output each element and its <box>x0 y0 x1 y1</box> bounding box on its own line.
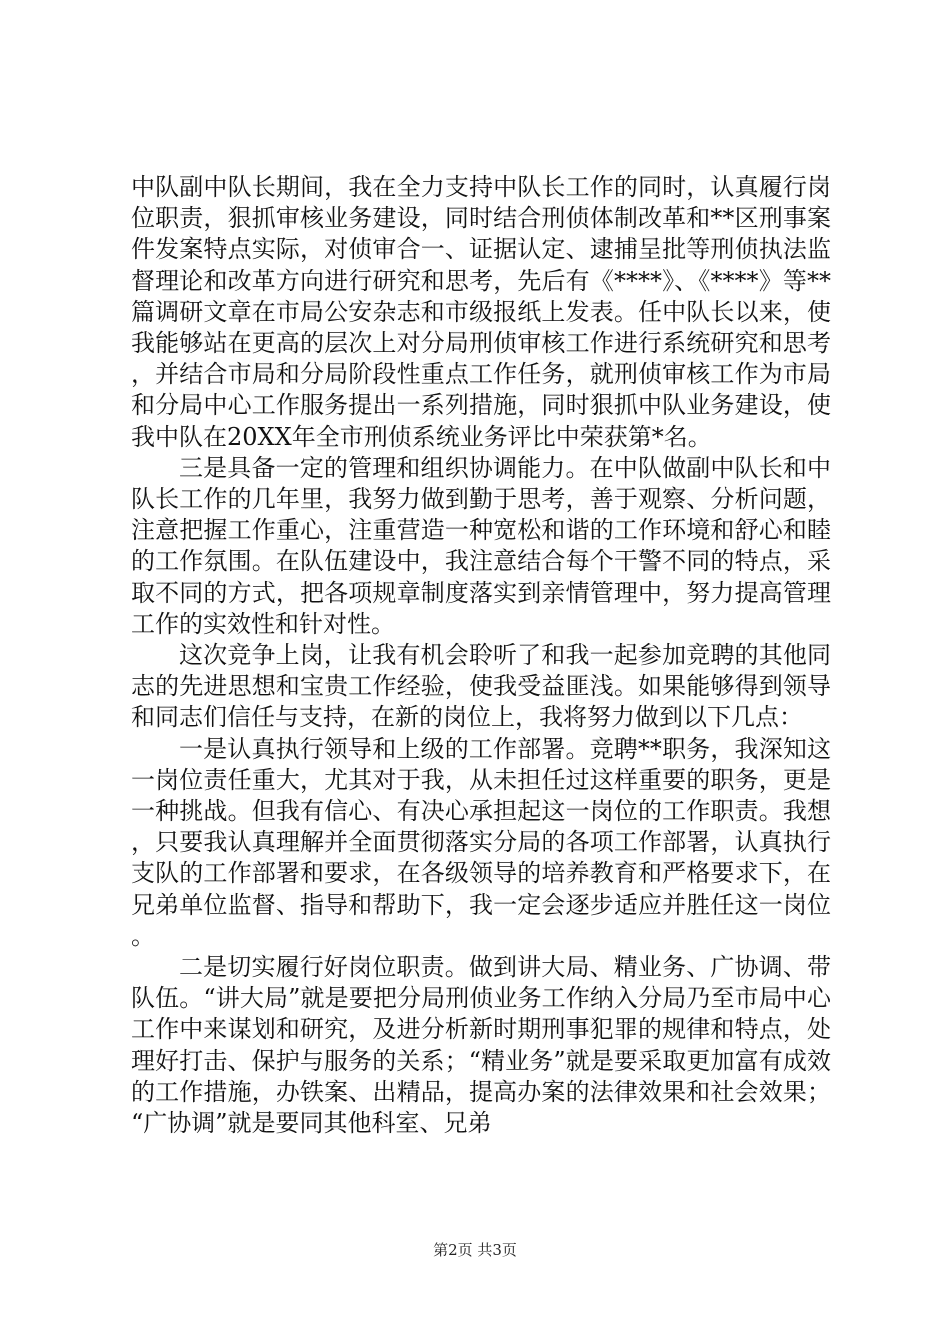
paragraph-competition-intro: 这次竞争上岗，让我有机会聆听了和我一起参加竞聘的其他同志的先进思想和宝贵工作经验，使我受益匪浅。如果能够得到领导和同志们信任与支持，在新的岗位上，我将努力做到以下几点： <box>131 641 831 732</box>
page-footer: 第2页 共3页 <box>433 1241 517 1259</box>
paragraph-management-ability: 三是具备一定的管理和组织协调能力。在中队做副中队长和中队长工作的几年里，我努力做到勤于思考，善于观察、分析问题，注意把握工作重心，注重营造一种宽松和谐的工作环境和舒心和睦的工作氛围。在队伍建设中，我注意结合每个干警不同的特点，采取不同的方式，把各项规章制度落实到亲情管理中，努力提高管理工作的实效性和针对性。 <box>131 453 831 638</box>
paragraph-point-two: 二是切实履行好岗位职责。做到讲大局、精业务、广协调、带队伍。“讲大局”就是要把分局刑侦业务工作纳入分局乃至市局中心工作中来谋划和研究，及进分析新时期刑事犯罪的规律和特点，处理好打击、保护与服务的关系；“精业务”就是要采取更加富有成效的工作措施，办铁案、出精品，提高办案的法律效果和社会效果；“广协调”就是要同其他科室、兄弟 <box>131 953 831 1138</box>
paragraph-continued: 中队副中队长期间，我在全力支持中队长工作的同时，认真履行岗位职责，狠抓审核业务建设，同时结合刑侦体制改革和**区刑事案件发案特点实际，对侦审合一、证据认定、逮捕呈批等刑侦执法监督理论和改革方向进行研究和思考，先后有《****》、《****》等**篇调研文章在市局公安杂志和市级报纸上发表。任中队长以来，使我能够站在更高的层次上对分局刑侦审核工作进行系统研究和思考，并结合市局和分局阶段性重点工作任务，就刑侦审核工作为市局和分局中心工作服务提出一系列措施，同时狠抓中队业务建设，使我中队在20XX年全市刑侦系统业务评比中荣获第*名。 <box>131 173 831 451</box>
document-body <box>131 172 831 1139</box>
paragraph-point-one: 一是认真执行领导和上级的工作部署。竞聘**职务，我深知这一岗位责任重大，尤其对于我，从未担任过这样重要的职务，更是一种挑战。但我有信心、有决心承担起这一岗位的工作职责。我想，只要我认真理解并全面贯彻落实分局的各项工作部署，认真执行支队的工作部署和要求，在各级领导的培养教育和严格要求下，在兄弟单位监督、指导和帮助下，我一定会逐步适应并胜任这一岗位。 <box>131 734 831 950</box>
